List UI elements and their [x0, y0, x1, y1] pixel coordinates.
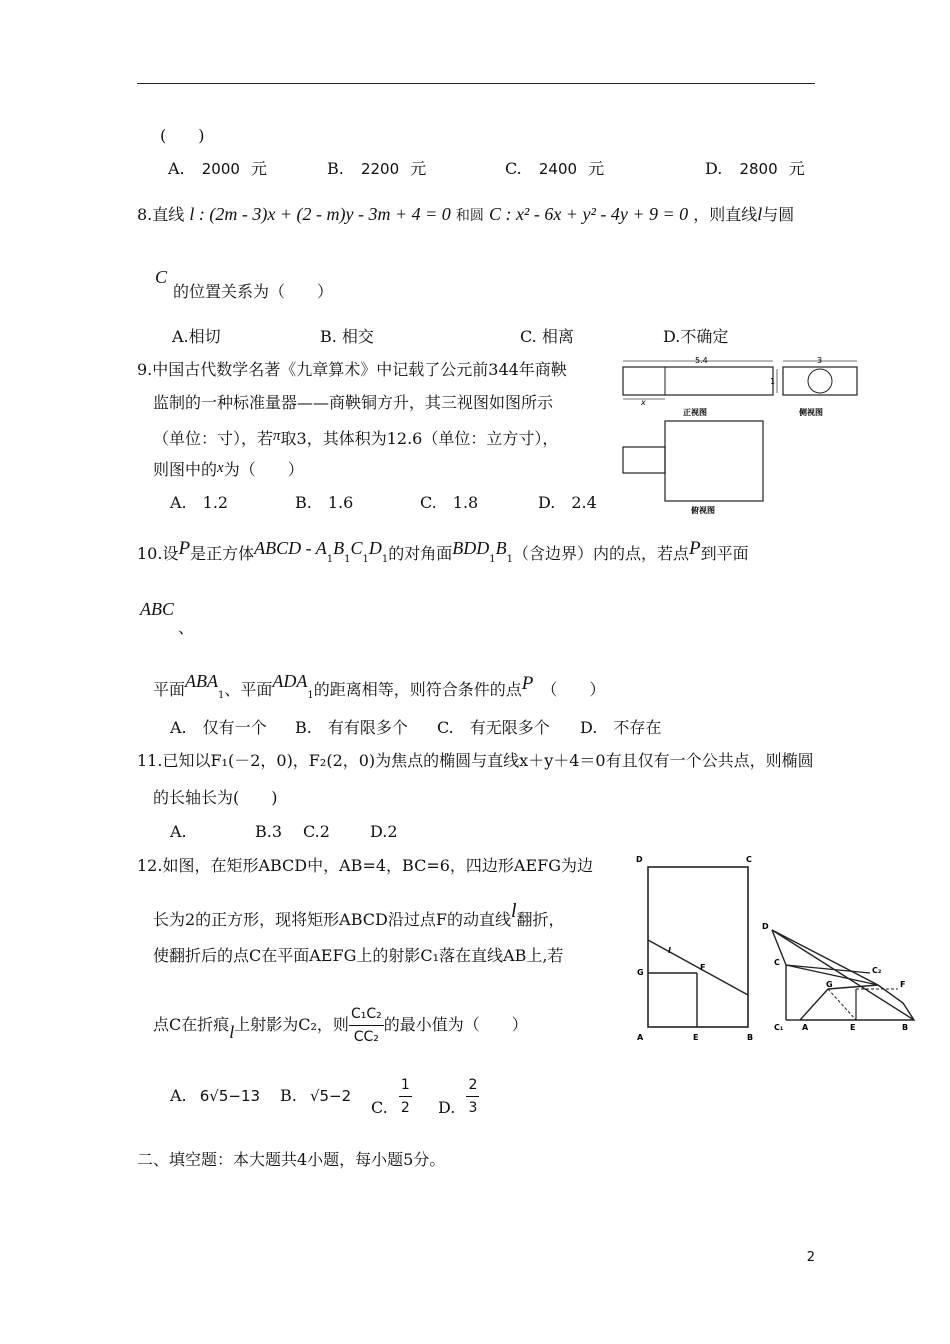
svg-text:F: F	[700, 963, 706, 972]
q9-line3: （单位：寸），若π取3，其体积为12.6（单位：立方寸），	[153, 428, 559, 448]
q10-option-c[interactable]: C. 有无限多个	[437, 718, 550, 737]
svg-text:C: C	[746, 855, 752, 864]
q12-line4: 点C在折痕l上射影为C₂，则 $\frac{\text{C₁C₂}}{\text{CC₂}}$ 的最小值为（ ）	[153, 1003, 528, 1048]
q8-c-symbol: C	[155, 267, 168, 287]
front-view-rect	[623, 367, 776, 395]
q12-line3: 使翻折后的点C在平面AEFG上的射影C₁落在直线AB上,若	[153, 946, 564, 965]
q12-option-d[interactable]: D. $\frac{2}{3}$	[438, 1074, 479, 1119]
svg-text:l: l	[668, 946, 671, 955]
q12-option-a[interactable]: A. 6√5−13	[170, 1086, 261, 1105]
q9-three-view-figure	[615, 355, 865, 515]
front-view-caption: 正视图	[683, 408, 707, 417]
q8-option-c[interactable]: C. 相离	[520, 327, 574, 346]
segment-gf	[828, 985, 878, 989]
hidden-edge-1	[828, 989, 856, 1020]
q12-line2: 长为2的正方形，现将矩形ABCD沿过点F的动直线l翻折，	[153, 900, 565, 929]
page-number: 2	[806, 1250, 815, 1265]
q10-line3: 平面$ABA_1$、平面$ADA_1$的距离相等，则符合条件的点P （ ）	[153, 671, 606, 701]
top-view-rect	[665, 421, 763, 501]
q9-line4: 则图中的x为（ ）	[153, 460, 304, 479]
q12-rectangle-figure	[630, 850, 760, 1045]
base-outline	[800, 985, 914, 1020]
side-view-caption: 侧视图	[799, 408, 823, 417]
side-view-circle	[808, 369, 832, 393]
q9-option-b[interactable]: B. 1.6	[295, 493, 354, 512]
q11-option-d[interactable]: D.2	[370, 822, 398, 841]
svg-text:F: F	[900, 980, 906, 989]
top-view-handle	[623, 447, 665, 473]
svg-text:A: A	[802, 1023, 809, 1032]
q10-option-b[interactable]: B. 有有限多个	[295, 718, 408, 737]
q7-bracket: ( )	[160, 126, 205, 145]
side-view-rect	[783, 367, 857, 395]
top-view-caption: 俯视图	[691, 506, 715, 515]
q9-option-a[interactable]: A. 1.2	[170, 493, 229, 512]
side-len-label: 3	[817, 356, 823, 365]
segment-ag	[800, 989, 828, 1020]
q9-line2: 监制的一种标准量器——商鞅铜方升，其三视图如图所示	[153, 393, 554, 412]
q11-line1: 11.已知以F₁(－2，0)，F₂(2，0)为焦点的椭圆与直线x＋y＋4＝0有且仅有一个公共点，则椭圆	[137, 751, 814, 770]
q12-option-c[interactable]: C. $\frac{1}{2}$	[371, 1074, 412, 1119]
front-x-label: x	[641, 398, 646, 407]
svg-text:D: D	[636, 855, 643, 864]
svg-text:C₂: C₂	[872, 966, 882, 975]
q8-circle-equation: C : x² - 6x + y² - 4y + 9 = 0	[488, 204, 689, 224]
q12-option-b[interactable]: B. √5−2	[280, 1086, 352, 1105]
q11-option-c[interactable]: C.2	[303, 822, 330, 841]
svg-text:G: G	[637, 968, 644, 977]
q8-line1: 8.直线 l : (2m - 3)x + (2 - m)y - 3m + 4 = 0 和圆 C : x² - 6x + y² - 4y + 9 = 0 ，则直线l与圆	[137, 204, 795, 224]
header-rule	[137, 83, 815, 84]
q10-dun: 、	[178, 618, 195, 637]
q10-line1: 10.设P是正方体ABCD - $A_1B_1C_1D_1$的对角面$BDD_1B_1$（含边界）内的点，若点P到平面	[137, 538, 749, 565]
q11-option-b[interactable]: B.3	[255, 822, 283, 841]
q9-option-d[interactable]: D. 2.4	[538, 493, 597, 512]
svg-text:E: E	[693, 1033, 699, 1042]
q8-option-a[interactable]: A.相切	[172, 327, 221, 346]
svg-text:E: E	[850, 1023, 856, 1032]
q10-option-d[interactable]: D. 不存在	[580, 718, 662, 737]
svg-text:C₁: C₁	[774, 1023, 784, 1032]
rect-abcd	[648, 867, 748, 1027]
q8-line2: 的位置关系为（ ）	[173, 282, 334, 301]
front-h-label: 1	[770, 377, 776, 386]
q9-line1: 9.中国古代数学名著《九章算术》中记载了公元前344年商鞅	[137, 360, 567, 379]
svg-text:A: A	[637, 1033, 644, 1042]
q8-option-b[interactable]: B. 相交	[320, 327, 374, 346]
q11-line2: 的长轴长为( )	[153, 788, 278, 807]
svg-text:C: C	[774, 958, 780, 967]
segment-db	[772, 930, 914, 1020]
q10-option-a[interactable]: A. 仅有一个	[170, 718, 267, 737]
q7-option-c[interactable]: C. 2400 元	[505, 159, 605, 178]
q12-ratio-fraction: $\frac{\text{C₁C₂}}{\text{CC₂}}$	[349, 1003, 384, 1048]
q8-line-equation: l : (2m - 3)x + (2 - m)y - 3m + 4 = 0	[189, 204, 451, 224]
q8-option-d[interactable]: D.不确定	[663, 327, 729, 346]
q10-abc: ABC	[140, 599, 174, 619]
svg-text:D: D	[762, 922, 769, 931]
svg-text:B: B	[747, 1033, 754, 1042]
svg-text:G: G	[826, 980, 833, 989]
front-len-label: 5.4	[695, 356, 708, 365]
q11-option-a[interactable]: A.	[170, 822, 187, 841]
q12-folded-figure	[760, 915, 925, 1040]
svg-text:B: B	[902, 1023, 909, 1032]
q7-option-b[interactable]: B. 2200 元	[327, 159, 427, 178]
q12-line1: 12.如图，在矩形ABCD中，AB=4，BC=6，四边形AEFG为边	[137, 856, 594, 875]
fold-line-l	[648, 940, 748, 995]
q9-option-c[interactable]: C. 1.8	[420, 493, 479, 512]
q7-option-d[interactable]: D. 2800 元	[705, 159, 805, 178]
section-2-heading: 二、填空题：本大题共4小题，每小题5分。	[137, 1150, 446, 1169]
segment-df	[772, 930, 878, 985]
q7-option-a[interactable]: A. 2000 元	[168, 159, 268, 178]
